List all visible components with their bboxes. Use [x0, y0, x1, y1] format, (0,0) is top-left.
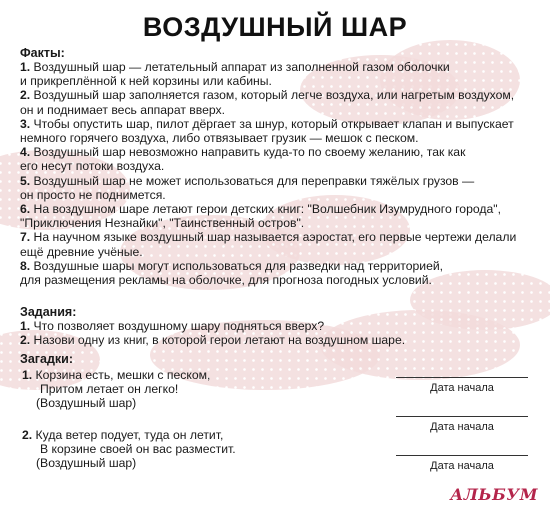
page-title: ВОЗДУШНЫЙ ШАР	[142, 12, 408, 42]
date-label: Дата начала	[430, 460, 494, 472]
fact-line	[20, 245, 540, 259]
fact-text: его несут потоки воздуха.	[20, 159, 165, 174]
riddle-line: Куда ветер подует, туда он летит,	[32, 427, 224, 442]
fact-text: Воздушный шар невозможно направить куда-то по своему желанию, так как	[30, 145, 466, 160]
fact-line	[20, 60, 540, 74]
riddles-section	[20, 352, 360, 470]
task-number: 1.	[20, 319, 31, 334]
facts-list	[20, 60, 540, 287]
fact-text: для размещения рекламы на оболочке, для прогноза погодных условий.	[20, 273, 432, 288]
fact-text: Воздушный шар заполняется газом, который легче воздуха, или нагретым воздухом,	[30, 88, 515, 103]
task-line	[20, 333, 540, 347]
task-text: Что позволяет воздушному шару подняться вверх?	[30, 319, 325, 334]
fact-text: Чтобы опустить шар, пилот дёргает за шнур, который открывает клапан и выпускает	[30, 116, 514, 131]
fact-number: 4.	[20, 145, 31, 160]
date-line	[396, 416, 528, 417]
fact-line	[20, 74, 540, 88]
brand-logo: АЛЬБУМ	[450, 485, 538, 504]
date-field[interactable]	[396, 455, 528, 472]
riddle-answer: (Воздушный шар)	[36, 396, 137, 411]
fact-text: Воздушный шар не может использоваться для переправки тяжёлых грузов —	[30, 173, 475, 188]
fact-line	[20, 273, 540, 287]
date-field[interactable]	[396, 377, 528, 394]
riddle-answer: (Воздушный шар)	[36, 456, 137, 471]
fact-line	[20, 216, 540, 230]
fact-text: немного горячего воздуха, либо отвязывает грузик — мешок с песком.	[20, 131, 419, 146]
tasks-list	[20, 319, 540, 347]
riddles-heading: Загадки:	[20, 352, 73, 366]
facts-heading: Факты:	[20, 46, 65, 60]
fact-line	[20, 88, 540, 102]
fact-text: ещё древние учёные.	[20, 244, 143, 259]
date-field[interactable]	[396, 416, 528, 433]
fact-line	[20, 188, 540, 202]
main-content	[20, 46, 540, 348]
riddle-number: 2.	[22, 427, 33, 442]
fact-number: 1.	[20, 60, 31, 74]
fact-number: 5.	[20, 173, 31, 188]
riddle-item	[22, 428, 360, 471]
date-line	[396, 377, 528, 378]
date-label: Дата начала	[430, 382, 494, 394]
date-line	[396, 455, 528, 456]
fact-text: и прикреплённой к ней корзины или кабины.	[20, 74, 272, 89]
fact-number: 3.	[20, 116, 31, 131]
fact-line	[20, 174, 540, 188]
fact-line	[20, 230, 540, 244]
fact-text: он просто не поднимется.	[20, 187, 166, 202]
fact-line	[20, 145, 540, 159]
fact-number: 8.	[20, 258, 31, 273]
fact-number: 2.	[20, 88, 31, 103]
task-line	[20, 319, 540, 333]
fact-line	[20, 159, 540, 173]
fact-line	[20, 259, 540, 273]
date-label: Дата начала	[430, 421, 494, 433]
riddle-line: В корзине своей он вас разместит.	[40, 441, 236, 456]
riddle-line: Корзина есть, мешки с песком,	[32, 368, 211, 382]
fact-text: "Приключения Незнайки", "Таинственный остров".	[20, 216, 305, 231]
fact-text: Воздушный шар — летательный аппарат из заполненной газом оболочки	[30, 60, 450, 74]
fact-line	[20, 131, 540, 145]
tasks-heading: Задания:	[20, 305, 77, 320]
fact-text: он и поднимает весь аппарат вверх.	[20, 102, 226, 117]
fact-line	[20, 117, 540, 131]
fact-text: На научном языке воздушный шар называется аэростат, его первые чертежи делали	[30, 230, 517, 245]
riddle-line: Притом летает он легко!	[40, 382, 179, 397]
riddle-number: 1.	[22, 368, 33, 382]
fact-line	[20, 202, 540, 216]
fact-text: На воздушном шаре летают герои детских книг: "Волшебник Изумрудного города",	[30, 202, 501, 217]
fact-line	[20, 103, 540, 117]
fact-number: 6.	[20, 202, 31, 217]
fact-text: Воздушные шары могут использоваться для разведки над территорией,	[30, 258, 444, 273]
fact-number: 7.	[20, 230, 31, 245]
task-text: Назови одну из книг, в которой герои летают на воздушном шаре.	[30, 333, 406, 348]
task-number: 2.	[20, 333, 31, 348]
riddle-item	[22, 368, 360, 411]
